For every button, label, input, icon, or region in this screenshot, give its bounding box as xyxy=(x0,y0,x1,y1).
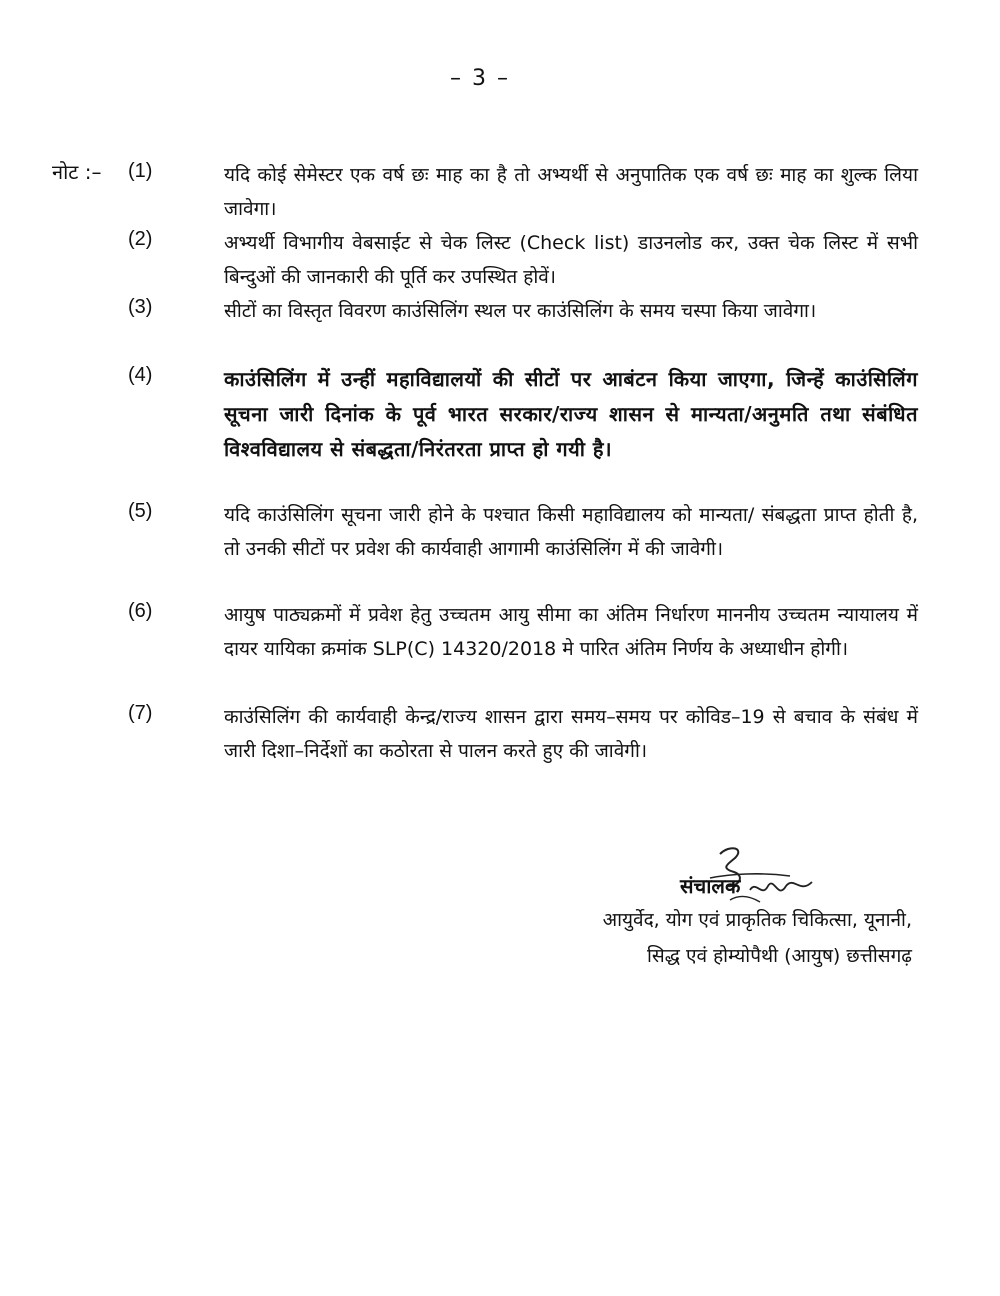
note-number: (7) xyxy=(128,702,153,724)
signatory-title: संचालक xyxy=(680,874,741,898)
note-number: (1) xyxy=(128,160,153,182)
page-number: – 3 – xyxy=(450,66,510,91)
signatory-department-line-2: सिद्ध एवं होम्योपैथी (आयुष) छत्तीसगढ़ xyxy=(646,945,912,967)
note-number: (2) xyxy=(128,228,153,250)
note-number: (4) xyxy=(128,364,153,386)
note-text: काउंसिलिंग की कार्यवाही केन्द्र/राज्य शासन द्वारा समय–समय पर कोविड–19 से बचाव के संबंध में जारी दिशा–निर्देशों का कठोरता से पालन करते हुए की जावेगी। xyxy=(224,706,918,762)
note-text: आयुष पाठ्यक्रमों में प्रवेश हेतु उच्चतम आयु सीमा का अंतिम निर्धारण माननीय उच्चतम न्यायालय में दायर यायिका क्रमांक SLP(C) 14320/2018 मे पारित अंतिम निर्णय के अध्याधीन होगी। xyxy=(224,604,918,660)
note-number: (6) xyxy=(128,600,153,622)
note-label: नोट :– xyxy=(52,160,102,184)
note-text: यदि कोई सेमेस्टर एक वर्ष छः माह का है तो अभ्यर्थी से अनुपातिक एक वर्ष छः माह का शुल्क लिया जावेगा। xyxy=(224,164,918,220)
note-text: यदि काउंसिलिंग सूचना जारी होने के पश्चात किसी महाविद्यालय को मान्यता/ संबद्धता प्राप्त होती है, तो उनकी सीटों पर प्रवेश की कार्यवाही आगामी काउंसिलिंग में की जावेगी। xyxy=(224,504,918,560)
note-text: काउंसिलिंग में उन्हीं महाविद्यालयों की सीटों पर आबंटन किया जाएगा, जिन्हें काउंसिलिंग सूचना जारी दिनांक के पूर्व भारत सरकार/राज्य शासन से मान्यता/अनुमति तथा संबंधित विश्वविद्यालय से संबद्धता/निरंतरता प्राप्त हो गयी है। xyxy=(224,367,918,461)
note-number: (3) xyxy=(128,296,153,318)
note-text: सीटों का विस्तृत विवरण काउंसिलिंग स्थल पर काउंसिलिंग के समय चस्पा किया जावेगा। xyxy=(224,300,817,322)
note-text: अभ्यर्थी विभागीय वेबसाईट से चेक लिस्ट (Check list) डाउनलोड कर, उक्त चेक लिस्ट में सभी बिन्दुओं की जानकारी की पूर्ति कर उपस्थित होवें। xyxy=(224,232,918,288)
note-number: (5) xyxy=(128,500,153,522)
signatory-department-line-1: आयुर्वेद, योग एवं प्राकृतिक चिकित्सा, यूनानी, xyxy=(602,909,912,931)
